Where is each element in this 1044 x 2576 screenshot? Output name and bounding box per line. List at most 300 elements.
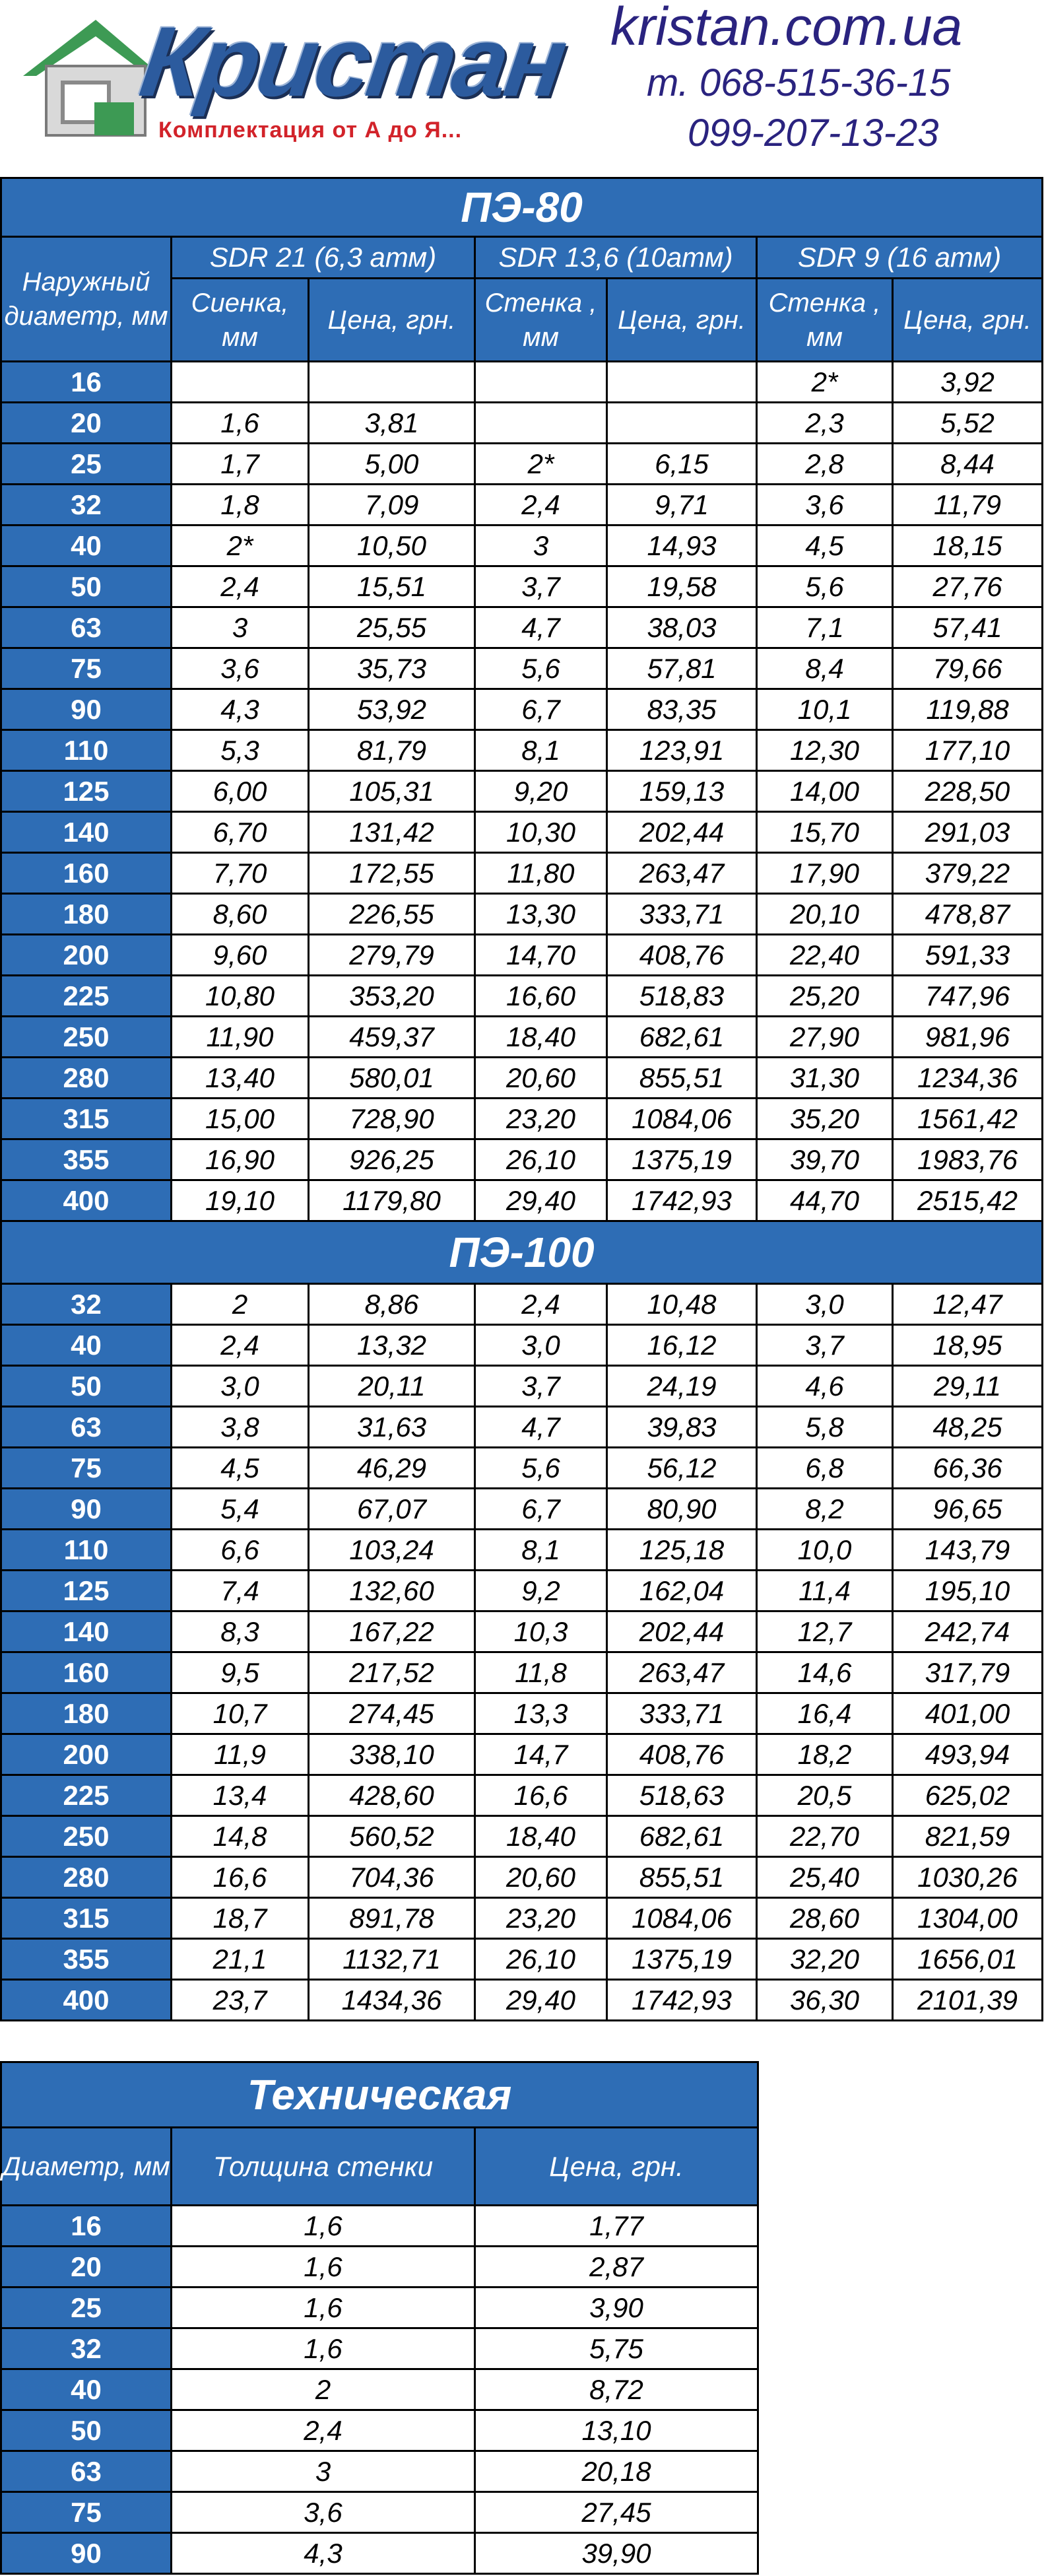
wall-cell: 8,1 bbox=[475, 1530, 607, 1571]
wall-cell: 20,5 bbox=[757, 1775, 893, 1816]
diameter-cell: 315 bbox=[1, 1898, 172, 1939]
price-cell: 560,52 bbox=[309, 1816, 475, 1857]
price-cell: 2,87 bbox=[475, 2247, 758, 2288]
price-cell: 56,12 bbox=[607, 1448, 757, 1489]
wall-cell: 25,20 bbox=[757, 976, 893, 1017]
price-cell: 31,63 bbox=[309, 1407, 475, 1448]
diameter-cell: 355 bbox=[1, 1939, 172, 1980]
price-cell: 926,25 bbox=[309, 1139, 475, 1180]
wall-cell: 27,90 bbox=[757, 1017, 893, 1058]
price-cell: 1304,00 bbox=[893, 1898, 1043, 1939]
brand-logo-text: Кристан bbox=[134, 6, 571, 117]
price-cell: 16,12 bbox=[607, 1325, 757, 1366]
table-row bbox=[1, 1017, 1043, 1058]
table-row bbox=[1, 2288, 758, 2328]
price-cell: 66,36 bbox=[893, 1448, 1043, 1489]
table-row bbox=[1, 1898, 1043, 1939]
diameter-cell: 63 bbox=[1, 1407, 172, 1448]
diameter-cell: 315 bbox=[1, 1099, 172, 1139]
wall-cell: 29,40 bbox=[475, 1180, 607, 1221]
wall-cell: 3 bbox=[475, 525, 607, 566]
wall-cell: 2,3 bbox=[757, 403, 893, 444]
price-cell: 24,19 bbox=[607, 1366, 757, 1407]
price-cell: 1084,06 bbox=[607, 1898, 757, 1939]
table-row bbox=[1, 2492, 758, 2533]
table-row bbox=[1, 771, 1043, 812]
wall-cell: 6,70 bbox=[172, 812, 309, 853]
pe100-title: ПЭ-100 bbox=[1, 1221, 1043, 1284]
wall-cell: 16,6 bbox=[172, 1857, 309, 1898]
wall-cell: 39,70 bbox=[757, 1139, 893, 1180]
wall-cell: 25,40 bbox=[757, 1857, 893, 1898]
wall-cell: 5,4 bbox=[172, 1489, 309, 1530]
price-cell: 46,29 bbox=[309, 1448, 475, 1489]
diameter-cell: 280 bbox=[1, 1857, 172, 1898]
wall-cell: 2,4 bbox=[475, 1284, 607, 1325]
wall-cell: 3 bbox=[172, 2451, 475, 2492]
price-cell: 242,74 bbox=[893, 1611, 1043, 1652]
diameter-cell: 90 bbox=[1, 689, 172, 730]
wall-cell: 1,6 bbox=[172, 2206, 475, 2247]
wall-cell: 14,8 bbox=[172, 1816, 309, 1857]
price-cell: 27,45 bbox=[475, 2492, 758, 2533]
wall-cell: 18,40 bbox=[475, 1017, 607, 1058]
wall-cell: 1,6 bbox=[172, 2247, 475, 2288]
price-cell: 353,20 bbox=[309, 976, 475, 1017]
price-cell: 379,22 bbox=[893, 853, 1043, 894]
price-cell: 96,65 bbox=[893, 1489, 1043, 1530]
diameter-cell: 63 bbox=[1, 607, 172, 648]
group-sdr9: SDR 9 (16 атм) bbox=[757, 237, 1043, 279]
price-cell: 125,18 bbox=[607, 1530, 757, 1571]
table-row bbox=[1, 362, 1043, 403]
price-cell: 1434,36 bbox=[309, 1980, 475, 2021]
price-cell: 401,00 bbox=[893, 1693, 1043, 1734]
price-cell: 132,60 bbox=[309, 1571, 475, 1611]
wall-cell: 8,1 bbox=[475, 730, 607, 771]
table-row bbox=[1, 648, 1043, 689]
price-cell: 103,24 bbox=[309, 1530, 475, 1571]
price-cell: 428,60 bbox=[309, 1775, 475, 1816]
tech-header-diameter: Диаметр, мм bbox=[1, 2128, 172, 2206]
wall-cell: 16,4 bbox=[757, 1693, 893, 1734]
price-cell: 1084,06 bbox=[607, 1099, 757, 1139]
price-cell: 1656,01 bbox=[893, 1939, 1043, 1980]
price-cell bbox=[607, 403, 757, 444]
diameter-cell: 25 bbox=[1, 444, 172, 485]
price-cell: 83,35 bbox=[607, 689, 757, 730]
wall-cell: 10,7 bbox=[172, 1693, 309, 1734]
wall-cell: 3,6 bbox=[172, 2492, 475, 2533]
table-row bbox=[1, 1530, 1043, 1571]
wall-cell: 1,7 bbox=[172, 444, 309, 485]
wall-cell: 5,8 bbox=[757, 1407, 893, 1448]
wall-cell: 5,6 bbox=[475, 1448, 607, 1489]
wall-cell: 11,90 bbox=[172, 1017, 309, 1058]
price-cell: 478,87 bbox=[893, 894, 1043, 935]
price-cell: 1742,93 bbox=[607, 1980, 757, 2021]
table-row bbox=[1, 1099, 1043, 1139]
price-cell: 20,18 bbox=[475, 2451, 758, 2492]
price-cell: 10,48 bbox=[607, 1284, 757, 1325]
wall-cell: 14,7 bbox=[475, 1734, 607, 1775]
price-cell: 855,51 bbox=[607, 1857, 757, 1898]
price-cell: 18,95 bbox=[893, 1325, 1043, 1366]
price-cell: 228,50 bbox=[893, 771, 1043, 812]
table-row bbox=[1, 2247, 758, 2288]
wall-cell: 9,20 bbox=[475, 771, 607, 812]
price-cell: 1742,93 bbox=[607, 1180, 757, 1221]
price-cell bbox=[309, 362, 475, 403]
wall-cell: 20,60 bbox=[475, 1857, 607, 1898]
wall-cell: 10,80 bbox=[172, 976, 309, 1017]
diameter-cell: 125 bbox=[1, 1571, 172, 1611]
wall-cell: 9,5 bbox=[172, 1652, 309, 1693]
price-cell: 338,10 bbox=[309, 1734, 475, 1775]
table-row bbox=[1, 1058, 1043, 1099]
price-cell: 39,83 bbox=[607, 1407, 757, 1448]
tech-header-price: Цена, грн. bbox=[475, 2128, 758, 2206]
wall-cell: 2,8 bbox=[757, 444, 893, 485]
website-link[interactable]: kristan.com.ua bbox=[610, 0, 963, 57]
wall-cell: 23,20 bbox=[475, 1099, 607, 1139]
price-cell: 39,90 bbox=[475, 2533, 758, 2574]
price-cell: 682,61 bbox=[607, 1816, 757, 1857]
table-row bbox=[1, 1816, 1043, 1857]
price-cell: 81,79 bbox=[309, 730, 475, 771]
price-cell: 459,37 bbox=[309, 1017, 475, 1058]
table-row bbox=[1, 1139, 1043, 1180]
price-cell: 162,04 bbox=[607, 1571, 757, 1611]
diameter-cell: 20 bbox=[1, 403, 172, 444]
price-cell: 591,33 bbox=[893, 935, 1043, 976]
table-row bbox=[1, 1366, 1043, 1407]
wall-cell: 15,70 bbox=[757, 812, 893, 853]
price-cell: 195,10 bbox=[893, 1571, 1043, 1611]
wall-cell: 4,6 bbox=[757, 1366, 893, 1407]
diameter-cell: 250 bbox=[1, 1017, 172, 1058]
wall-cell: 20,10 bbox=[757, 894, 893, 935]
table-row bbox=[1, 2206, 758, 2247]
price-cell: 728,90 bbox=[309, 1099, 475, 1139]
wall-cell: 3,7 bbox=[757, 1325, 893, 1366]
wall-cell: 3,8 bbox=[172, 1407, 309, 1448]
price-table-pe bbox=[0, 177, 1043, 2021]
table-row bbox=[1, 1407, 1043, 1448]
wall-cell: 4,3 bbox=[172, 2533, 475, 2574]
wall-cell: 12,7 bbox=[757, 1611, 893, 1652]
price-cell: 408,76 bbox=[607, 1734, 757, 1775]
table-row bbox=[1, 1284, 1043, 1325]
price-cell: 1030,26 bbox=[893, 1857, 1043, 1898]
price-cell: 1375,19 bbox=[607, 1139, 757, 1180]
diameter-cell: 140 bbox=[1, 1611, 172, 1652]
phone-1[interactable]: т. 068-515-36-15 bbox=[647, 61, 951, 104]
table-row bbox=[1, 1734, 1043, 1775]
price-cell: 8,72 bbox=[475, 2369, 758, 2410]
wall-cell: 11,80 bbox=[475, 853, 607, 894]
wall-cell: 1,8 bbox=[172, 485, 309, 525]
price-cell: 5,00 bbox=[309, 444, 475, 485]
wall-cell: 1,6 bbox=[172, 403, 309, 444]
wall-cell: 16,6 bbox=[475, 1775, 607, 1816]
table-row bbox=[1, 1980, 1043, 2021]
diameter-cell: 32 bbox=[1, 1284, 172, 1325]
diameter-cell: 32 bbox=[1, 2328, 172, 2369]
price-cell: 2101,39 bbox=[893, 1980, 1043, 2021]
table-row bbox=[1, 1693, 1043, 1734]
wall-cell: 29,40 bbox=[475, 1980, 607, 2021]
price-cell: 518,63 bbox=[607, 1775, 757, 1816]
table-row bbox=[1, 1489, 1043, 1530]
price-cell: 67,07 bbox=[309, 1489, 475, 1530]
wall-cell: 7,70 bbox=[172, 853, 309, 894]
wall-cell: 2* bbox=[757, 362, 893, 403]
table-row bbox=[1, 976, 1043, 1017]
wall-cell: 36,30 bbox=[757, 1980, 893, 2021]
price-cell: 202,44 bbox=[607, 812, 757, 853]
wall-cell: 4,3 bbox=[172, 689, 309, 730]
price-cell: 226,55 bbox=[309, 894, 475, 935]
wall-cell: 6,8 bbox=[757, 1448, 893, 1489]
wall-cell: 11,9 bbox=[172, 1734, 309, 1775]
wall-cell: 2 bbox=[172, 2369, 475, 2410]
subheader-price: Цена, грн. bbox=[893, 279, 1043, 362]
wall-cell: 6,00 bbox=[172, 771, 309, 812]
price-cell: 704,36 bbox=[309, 1857, 475, 1898]
wall-cell: 11,4 bbox=[757, 1571, 893, 1611]
wall-cell: 28,60 bbox=[757, 1898, 893, 1939]
wall-cell: 19,10 bbox=[172, 1180, 309, 1221]
price-cell: 580,01 bbox=[309, 1058, 475, 1099]
wall-cell: 22,70 bbox=[757, 1816, 893, 1857]
price-cell: 80,90 bbox=[607, 1489, 757, 1530]
diameter-cell: 200 bbox=[1, 1734, 172, 1775]
diameter-cell: 400 bbox=[1, 1980, 172, 2021]
wall-cell: 2,4 bbox=[172, 1325, 309, 1366]
wall-cell: 7,1 bbox=[757, 607, 893, 648]
diameter-cell: 75 bbox=[1, 1448, 172, 1489]
wall-cell: 2,4 bbox=[475, 485, 607, 525]
wall-cell bbox=[475, 362, 607, 403]
diameter-cell: 16 bbox=[1, 362, 172, 403]
diameter-cell: 110 bbox=[1, 1530, 172, 1571]
price-cell: 159,13 bbox=[607, 771, 757, 812]
price-cell: 317,79 bbox=[893, 1652, 1043, 1693]
wall-cell: 21,1 bbox=[172, 1939, 309, 1980]
phone-2[interactable]: 099-207-13-23 bbox=[688, 112, 939, 154]
table-row bbox=[1, 403, 1043, 444]
price-cell: 53,92 bbox=[309, 689, 475, 730]
wall-cell: 5,3 bbox=[172, 730, 309, 771]
diameter-cell: 25 bbox=[1, 2288, 172, 2328]
diameter-cell: 50 bbox=[1, 1366, 172, 1407]
price-cell: 27,76 bbox=[893, 566, 1043, 607]
wall-cell: 14,6 bbox=[757, 1652, 893, 1693]
wall-cell: 13,3 bbox=[475, 1693, 607, 1734]
subheader-price: Цена, грн. bbox=[607, 279, 757, 362]
group-sdr21: SDR 21 (6,3 атм) bbox=[172, 237, 475, 279]
price-cell: 167,22 bbox=[309, 1611, 475, 1652]
wall-cell: 12,30 bbox=[757, 730, 893, 771]
wall-cell: 17,90 bbox=[757, 853, 893, 894]
wall-cell: 13,40 bbox=[172, 1058, 309, 1099]
table-row bbox=[1, 2369, 758, 2410]
price-cell: 48,25 bbox=[893, 1407, 1043, 1448]
table-row bbox=[1, 1775, 1043, 1816]
price-cell: 13,32 bbox=[309, 1325, 475, 1366]
wall-cell: 2 bbox=[172, 1284, 309, 1325]
price-cell: 291,03 bbox=[893, 812, 1043, 853]
wall-cell: 5,6 bbox=[475, 648, 607, 689]
price-cell: 1234,36 bbox=[893, 1058, 1043, 1099]
table-row bbox=[1, 1857, 1043, 1898]
price-cell: 3,90 bbox=[475, 2288, 758, 2328]
price-cell: 13,10 bbox=[475, 2410, 758, 2451]
wall-cell: 3,0 bbox=[172, 1366, 309, 1407]
wall-cell: 14,70 bbox=[475, 935, 607, 976]
table-row bbox=[1, 689, 1043, 730]
price-cell: 279,79 bbox=[309, 935, 475, 976]
price-cell: 35,73 bbox=[309, 648, 475, 689]
price-cell: 3,81 bbox=[309, 403, 475, 444]
wall-cell: 3,0 bbox=[757, 1284, 893, 1325]
price-cell: 682,61 bbox=[607, 1017, 757, 1058]
wall-cell: 3 bbox=[172, 607, 309, 648]
wall-cell: 1,6 bbox=[172, 2288, 475, 2328]
wall-cell: 4,7 bbox=[475, 607, 607, 648]
diameter-cell: 180 bbox=[1, 894, 172, 935]
price-cell: 8,44 bbox=[893, 444, 1043, 485]
price-cell: 821,59 bbox=[893, 1816, 1043, 1857]
price-cell: 263,47 bbox=[607, 1652, 757, 1693]
wall-cell: 32,20 bbox=[757, 1939, 893, 1980]
price-cell bbox=[607, 362, 757, 403]
price-cell: 217,52 bbox=[309, 1652, 475, 1693]
price-cell: 123,91 bbox=[607, 730, 757, 771]
tech-header-wall: Толщина стенки bbox=[172, 2128, 475, 2206]
subheader-price: Цена, грн. bbox=[309, 279, 475, 362]
table-row bbox=[1, 1939, 1043, 1980]
wall-cell: 31,30 bbox=[757, 1058, 893, 1099]
wall-cell: 14,00 bbox=[757, 771, 893, 812]
price-cell: 333,71 bbox=[607, 894, 757, 935]
wall-cell: 2,4 bbox=[172, 2410, 475, 2451]
price-cell: 143,79 bbox=[893, 1530, 1043, 1571]
price-cell: 7,09 bbox=[309, 485, 475, 525]
wall-cell: 13,4 bbox=[172, 1775, 309, 1816]
table-row bbox=[1, 1571, 1043, 1611]
wall-cell: 9,2 bbox=[475, 1571, 607, 1611]
wall-cell: 3,7 bbox=[475, 566, 607, 607]
wall-cell: 9,60 bbox=[172, 935, 309, 976]
price-cell: 9,71 bbox=[607, 485, 757, 525]
diameter-cell: 63 bbox=[1, 2451, 172, 2492]
price-cell: 625,02 bbox=[893, 1775, 1043, 1816]
diameter-cell: 50 bbox=[1, 566, 172, 607]
pe80-title: ПЭ-80 bbox=[1, 178, 1043, 237]
diameter-cell: 140 bbox=[1, 812, 172, 853]
wall-cell bbox=[475, 403, 607, 444]
price-cell: 177,10 bbox=[893, 730, 1043, 771]
price-cell: 1,77 bbox=[475, 2206, 758, 2247]
price-cell: 119,88 bbox=[893, 689, 1043, 730]
diameter-cell: 225 bbox=[1, 1775, 172, 1816]
table-row bbox=[1, 2328, 758, 2369]
price-cell: 1132,71 bbox=[309, 1939, 475, 1980]
wall-cell: 4,5 bbox=[172, 1448, 309, 1489]
wall-cell: 20,60 bbox=[475, 1058, 607, 1099]
price-cell: 8,86 bbox=[309, 1284, 475, 1325]
wall-cell: 11,8 bbox=[475, 1652, 607, 1693]
diameter-cell: 32 bbox=[1, 485, 172, 525]
price-cell: 57,81 bbox=[607, 648, 757, 689]
wall-cell: 2* bbox=[172, 525, 309, 566]
wall-cell: 8,3 bbox=[172, 1611, 309, 1652]
price-cell: 12,47 bbox=[893, 1284, 1043, 1325]
wall-cell: 18,7 bbox=[172, 1898, 309, 1939]
price-cell: 14,93 bbox=[607, 525, 757, 566]
diameter-cell: 40 bbox=[1, 1325, 172, 1366]
table-row bbox=[1, 485, 1043, 525]
wall-cell: 6,6 bbox=[172, 1530, 309, 1571]
diameter-header: Наружный диаметр, мм bbox=[1, 237, 172, 362]
diameter-cell: 250 bbox=[1, 1816, 172, 1857]
wall-cell: 6,7 bbox=[475, 1489, 607, 1530]
table-row bbox=[1, 444, 1043, 485]
wall-cell: 8,4 bbox=[757, 648, 893, 689]
wall-cell: 3,7 bbox=[475, 1366, 607, 1407]
diameter-cell: 50 bbox=[1, 2410, 172, 2451]
price-cell: 19,58 bbox=[607, 566, 757, 607]
diameter-cell: 160 bbox=[1, 1652, 172, 1693]
wall-cell: 10,3 bbox=[475, 1611, 607, 1652]
wall-cell: 18,2 bbox=[757, 1734, 893, 1775]
price-cell: 493,94 bbox=[893, 1734, 1043, 1775]
diameter-cell: 180 bbox=[1, 1693, 172, 1734]
price-cell: 1983,76 bbox=[893, 1139, 1043, 1180]
technical-title: Техническая bbox=[1, 2062, 758, 2128]
diameter-cell: 20 bbox=[1, 2247, 172, 2288]
wall-cell: 3,6 bbox=[172, 648, 309, 689]
table-row bbox=[1, 853, 1043, 894]
diameter-cell: 200 bbox=[1, 935, 172, 976]
table-row bbox=[1, 2410, 758, 2451]
price-cell: 1179,80 bbox=[309, 1180, 475, 1221]
price-cell: 6,15 bbox=[607, 444, 757, 485]
table-row bbox=[1, 730, 1043, 771]
table-row bbox=[1, 1652, 1043, 1693]
price-cell: 263,47 bbox=[607, 853, 757, 894]
price-cell: 202,44 bbox=[607, 1611, 757, 1652]
wall-cell: 35,20 bbox=[757, 1099, 893, 1139]
wall-cell: 23,20 bbox=[475, 1898, 607, 1939]
price-cell: 38,03 bbox=[607, 607, 757, 648]
subheader-wall: Сиенка, мм bbox=[172, 279, 309, 362]
table-row bbox=[1, 1180, 1043, 1221]
price-cell: 11,79 bbox=[893, 485, 1043, 525]
price-cell: 172,55 bbox=[309, 853, 475, 894]
price-cell: 3,92 bbox=[893, 362, 1043, 403]
price-cell: 25,55 bbox=[309, 607, 475, 648]
wall-cell: 8,60 bbox=[172, 894, 309, 935]
diameter-cell: 40 bbox=[1, 525, 172, 566]
table-row bbox=[1, 935, 1043, 976]
wall-cell: 13,30 bbox=[475, 894, 607, 935]
page-header bbox=[0, 0, 1044, 175]
wall-cell: 26,10 bbox=[475, 1939, 607, 1980]
wall-cell: 4,5 bbox=[757, 525, 893, 566]
